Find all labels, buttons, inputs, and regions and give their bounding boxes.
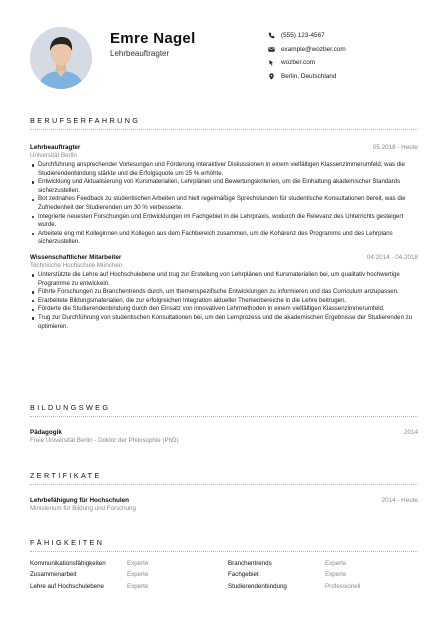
- section-heading: ZERTIFIKATE: [30, 471, 418, 485]
- certificates-section: [30, 471, 418, 512]
- job-entry: [30, 144, 418, 247]
- phone-icon: [268, 32, 275, 39]
- job-organization: Technische Hochschule München: [30, 261, 123, 269]
- skill-name: Lehre auf Hochschulebene: [30, 582, 104, 590]
- contact-website-text[interactable]: wozber.com: [281, 59, 316, 67]
- job-date: 04.2014 - 04.2018: [366, 253, 418, 261]
- contact-location: [268, 70, 346, 84]
- education-title: Pädagogik: [30, 429, 62, 436]
- section-heading: BILDUNGSWEG: [30, 403, 418, 417]
- job-organization: Universität Berlin: [30, 152, 77, 159]
- profile-photo-illustration: [30, 27, 92, 89]
- list-item: Führte Forschungen zu Branchentrends durch, um themenspezifische Entwicklungen zu informieren und das Curriculum anzupassen.: [30, 288, 418, 297]
- skill-level: Experte: [325, 571, 347, 579]
- experience-section: [30, 116, 418, 331]
- list-item: Durchführung ansprechender Vorlesungen und Förderung interaktiver Diskussionen in einem vielfältigen Klassenzimmerumfeld, was die Studierendenbindung stärkte und die Erfolgsquote um 25 % erhöhte.: [30, 161, 418, 178]
- contact-list: [268, 29, 346, 83]
- skill-level: Experte: [127, 560, 149, 567]
- skill-level: Professionell: [325, 582, 361, 590]
- contact-location-text: Berlin, Deutschland: [281, 72, 337, 80]
- job-date: 05.2018 - Heute: [372, 144, 418, 151]
- education-section: [30, 403, 418, 444]
- mail-icon: [268, 46, 275, 53]
- list-item: Förderte die Studierendenbindung durch den Einsatz von innovativen Lehrmethoden in einem vielfältigen Klassenzimmerumfeld.: [30, 305, 418, 314]
- location-pin-icon: [268, 73, 275, 80]
- link-icon: [268, 59, 275, 66]
- skill-level: Experte: [127, 582, 149, 590]
- job-title: Wissenschaftlicher Mitarbeiter: [30, 253, 122, 261]
- contact-phone: [268, 29, 346, 43]
- list-item: Unterstützte die Lehre auf Hochschulebene und trug zur Erstellung von Lehrplänen und Kursmaterialien bei, um qualitativ hochwertige Programme zu entwickeln.: [30, 271, 418, 288]
- education-date: 2014: [403, 429, 418, 436]
- contact-email-text[interactable]: example@wozber.com: [281, 45, 346, 53]
- profile-photo: [30, 27, 92, 89]
- section-heading: FÄHIGKEITEN: [30, 538, 418, 552]
- certificate-issuer: Ministerium für Bildung und Forschung: [30, 505, 136, 512]
- job-title: Lehrbeauftragter: [30, 144, 81, 151]
- skill-name: Studierendenbindung: [228, 582, 287, 590]
- certificate-title: Lehrbefähigung für Hochschulen: [30, 497, 130, 504]
- job-bullets: [30, 271, 418, 331]
- skills-section: [30, 538, 418, 590]
- skill-name: Branchentrends: [228, 560, 272, 567]
- section-heading: BERUFSERFAHRUNG: [30, 116, 418, 130]
- list-item: Integrierte neuesten Forschungen und Entwicklungen im Fachgebiet in die Lehrpraxis, wodurch die Relevanz des Unterrichts gesteigert wurde.: [30, 213, 418, 230]
- job-entry: [30, 254, 418, 331]
- list-item: Bot zeitnahes Feedback zu studentischen Arbeiten und hielt regelmäßige Sprechstunden für studentische Konsultationen bereit, was die Zufriedenheit der Studierenden um 30 % verbesserte.: [30, 195, 418, 212]
- education-institution: Freie Universität Berlin - Doktor der Philosophie (PhD): [30, 437, 179, 444]
- list-item: Entwicklung und Aktualisierung von Kursmaterialien, Lehrplänen und Bewertungskriterien, um die Einhaltung akademischer Standards sicherzustellen.: [30, 178, 418, 195]
- contact-website: [268, 56, 346, 70]
- list-item: Erarbeitete Bildungsmaterialien, die zur erfolgreichen Integration aktueller Themenbereiche in die Lehre beitrugen.: [30, 297, 418, 306]
- person-name: Emre Nagel: [110, 30, 196, 47]
- skills-grid: [30, 560, 418, 590]
- contact-email: [268, 43, 346, 57]
- skill-name: Kommunikationsfähigkeiten: [30, 560, 106, 567]
- skill-name: Fachgebiet: [228, 571, 259, 579]
- job-title: Lehrbeauftragter: [110, 49, 170, 58]
- list-item: Arbeitete eng mit Kolleginnen und Kollegen aus dem Fachbereich zusammen, um die Kohärenz des Programms und des Lehrplans sicherzustellen.: [30, 230, 418, 247]
- job-bullets: [30, 161, 418, 247]
- contact-phone-text: (555) 123-4567: [281, 32, 325, 40]
- certificate-entry: [30, 497, 418, 512]
- skill-level: Experte: [127, 571, 149, 579]
- skill-name: Zusammenarbeit: [30, 571, 77, 579]
- skill-level: Experte: [325, 560, 347, 567]
- resume-header: [0, 0, 448, 110]
- education-entry: [30, 429, 418, 444]
- certificate-date: 2014 - Heute: [381, 497, 418, 504]
- list-item: Trug zur Durchführung von studentischen Konsultationen bei, um den Lernprozess und die akademischen Ergebnisse der Studierenden zu optimieren.: [30, 314, 418, 331]
